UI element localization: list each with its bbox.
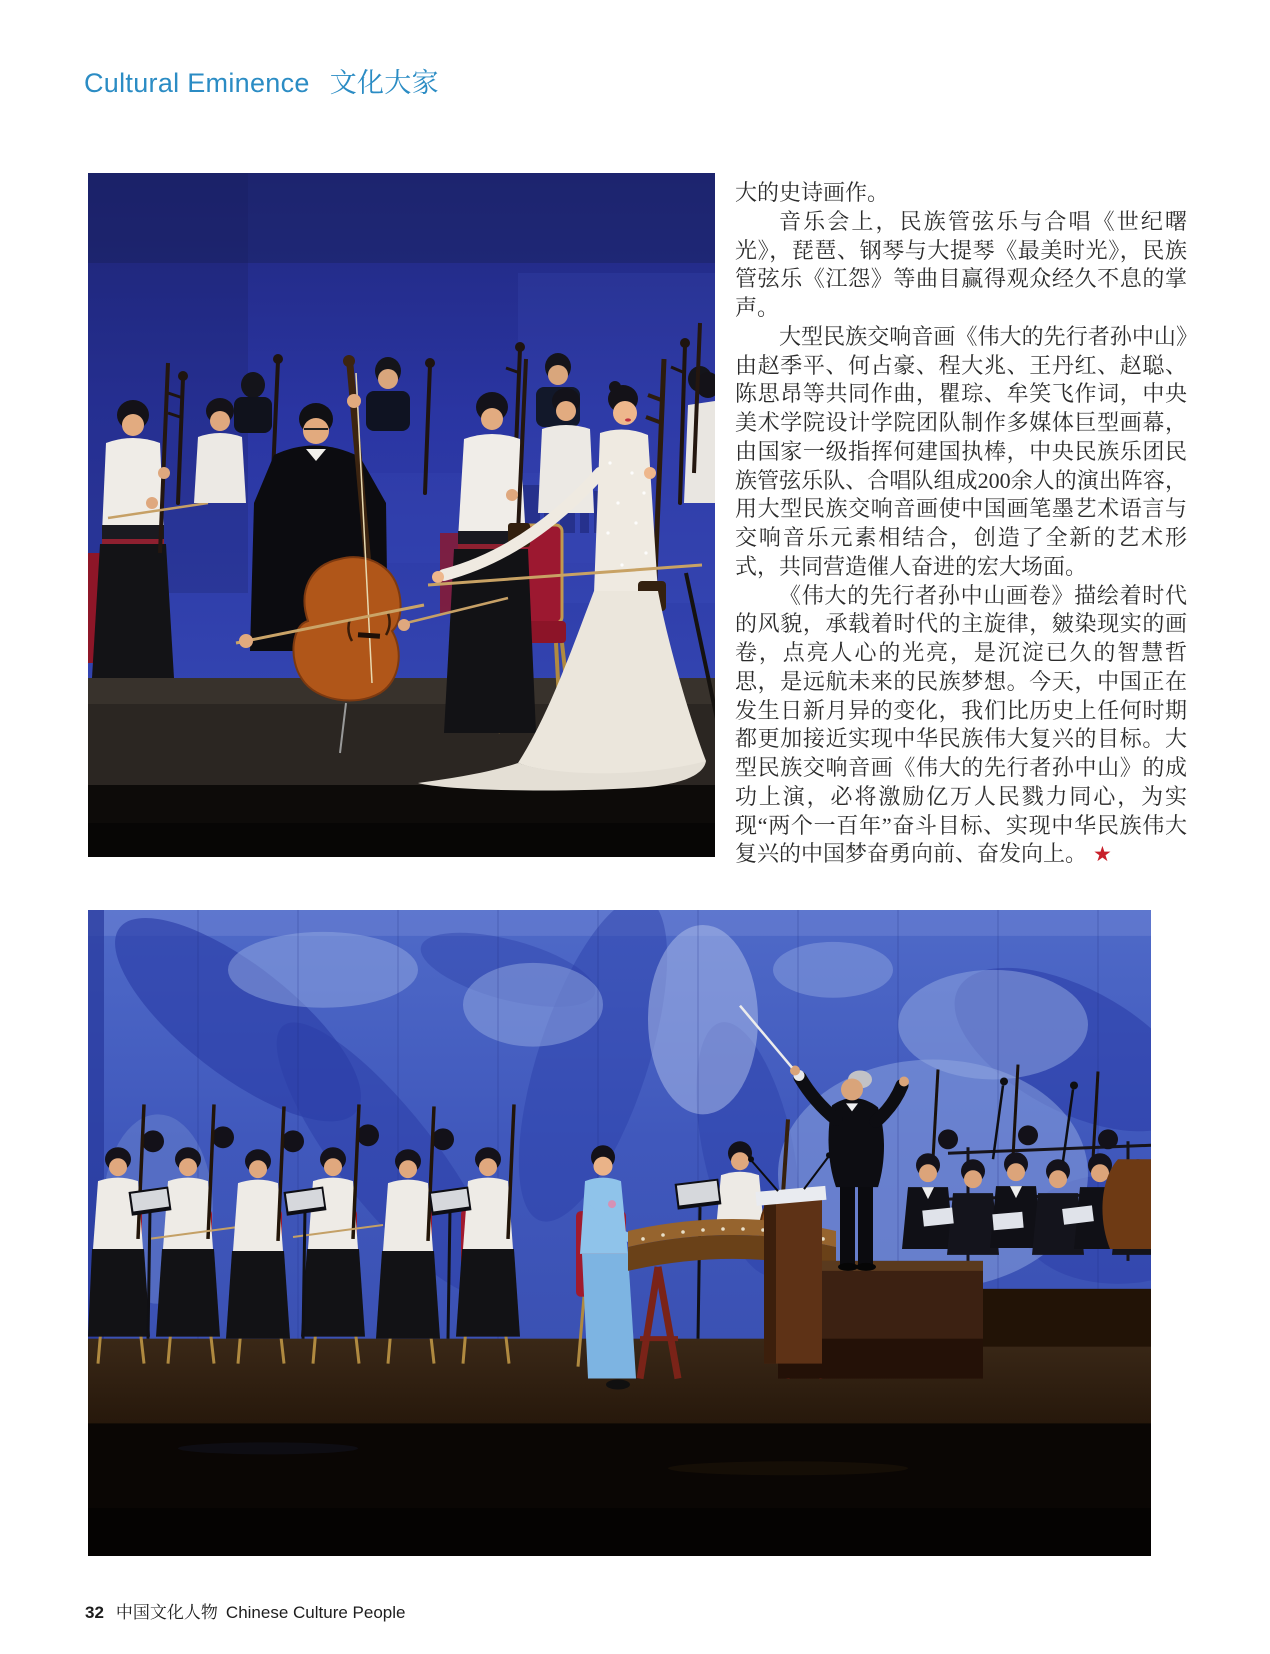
top-photo-orchestra-soloists xyxy=(88,173,715,857)
page-number: 32 xyxy=(85,1603,104,1622)
section-title-zh: 文化大家 xyxy=(329,68,439,98)
bottom-photo-illustration xyxy=(88,910,1151,1556)
paragraph-text: 大的史诗画作。 xyxy=(735,180,890,205)
article-paragraph xyxy=(735,208,1187,323)
paragraph-text: 音乐会上，民族管弦乐与合唱《世纪曙光》，琵琶、钢琴与大提琴《最美时光》，民族管弦乐《江怨》等曲目赢得观众经久不息的掌声。 xyxy=(735,208,1187,320)
top-photo-illustration xyxy=(88,173,715,857)
paragraph-text: 大型民族交响音画《伟大的先行者孙中山》由赵季平、何占豪、程大兆、王丹红、赵聪、陈思昂等共同作曲，瞿琮、牟笑飞作词，中央美术学院设计学院团队制作多媒体巨型画幕，由国家一级指挥何建国执棒，中央民族乐团民族管弦乐队、合唱队组成200余人的演出阵容，用大型民族交响音画使中国画笔墨艺术语言与交响音乐元素相结合，创造了全新的艺术形式，共同营造催人奋进的宏大场面。 xyxy=(735,323,1187,579)
end-star-icon: ★ xyxy=(1093,842,1112,867)
article-paragraph xyxy=(735,179,1187,208)
section-title-en: Cultural Eminence xyxy=(84,68,310,98)
paragraph-text: 《伟大的先行者孙中山画卷》描绘着时代的风貌，承载着时代的主旋律，皴染现实的画卷，点亮人心的光亮，是沉淀已久的智慧哲思，是远航未来的民族梦想。今天，中国正在发生日新月异的变化，我们比历史上任何时期都更加接近实现中华民族伟大复兴的目标。大型民族交响音画《伟大的先行者孙中山》的成功上演，必将激励亿万人民戮力同心，为实现“两个一百年”奋斗目标、实现中华民族伟大复兴的中国梦奋勇向前、奋发向上。 xyxy=(735,582,1187,867)
publication-name-zh: 中国文化人物 xyxy=(115,1603,218,1622)
bottom-photo-orchestra-conductor xyxy=(88,910,1151,1556)
article-paragraph xyxy=(735,323,1187,582)
publication-name-en: Chinese Culture People xyxy=(225,1603,406,1622)
article-column xyxy=(735,179,1187,869)
page-footer xyxy=(85,1598,405,1623)
double-bass xyxy=(1102,1159,1151,1249)
article-paragraph xyxy=(735,582,1187,870)
section-header xyxy=(84,68,439,98)
